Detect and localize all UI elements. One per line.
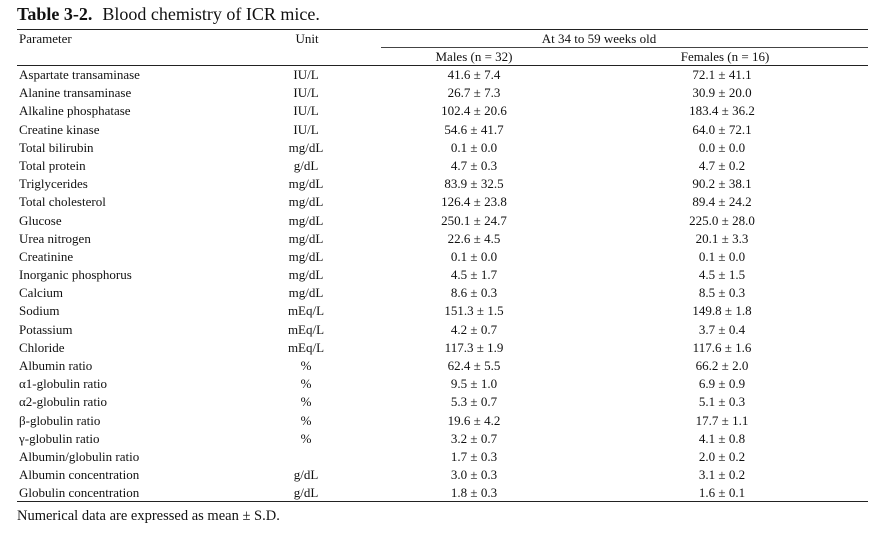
table-body — [0, 66, 886, 503]
table-row — [0, 375, 886, 393]
males-value-cell: 3.0 ± 0.3 — [450, 467, 498, 483]
males-value-cell: 41.6 ± 7.4 — [447, 67, 501, 82]
top-rule — [17, 29, 868, 30]
males-value-cell: 19.6 ± 4.2 — [447, 412, 501, 428]
males-value-cell: 151.3 ± 1.5 — [444, 303, 504, 319]
unit-cell: mg/dL — [288, 285, 324, 301]
unit-cell: g/dL — [293, 485, 319, 501]
females-value-cell: 117.6 ± 1.6 — [692, 339, 752, 355]
females-value-cell: 0.1 ± 0.0 — [698, 248, 746, 264]
females-value-cell: 183.4 ± 36.2 — [689, 103, 755, 119]
table-row — [0, 466, 886, 484]
unit-cell: IU/L — [293, 103, 319, 119]
parameter-cell: Alanine transaminase — [19, 85, 132, 101]
males-value-cell: 26.7 ± 7.3 — [447, 85, 501, 101]
table-row — [0, 266, 886, 284]
group-subrule — [381, 47, 868, 48]
males-value-cell: 0.1 ± 0.0 — [450, 248, 498, 264]
parameter-cell: Calcium — [19, 285, 64, 301]
unit-cell: % — [300, 376, 312, 392]
females-value-cell: 4.5 ± 1.5 — [698, 267, 746, 283]
females-value-cell: 1.6 ± 0.1 — [698, 485, 746, 501]
parameter-cell: Urea nitrogen — [19, 230, 91, 246]
males-value-cell: 22.6 ± 4.5 — [447, 230, 501, 246]
unit-cell: mEq/L — [287, 339, 325, 355]
table-row — [0, 448, 886, 466]
males-value-cell: 250.1 ± 24.7 — [441, 212, 507, 228]
females-value-cell: 30.9 ± 20.0 — [692, 85, 752, 101]
table-row — [0, 393, 886, 411]
table-row — [0, 157, 886, 175]
table-row — [0, 175, 886, 193]
females-value-cell: 72.1 ± 41.1 — [692, 67, 752, 82]
table-row — [0, 84, 886, 102]
table-row — [0, 230, 886, 248]
unit-cell: % — [300, 394, 312, 410]
females-value-cell: 4.1 ± 0.8 — [698, 430, 746, 446]
table-row — [0, 193, 886, 211]
females-value-cell: 6.9 ± 0.9 — [698, 376, 746, 392]
bottom-rule — [17, 501, 868, 502]
header-males: Males (n = 32) — [435, 49, 513, 64]
females-value-cell: 149.8 ± 1.8 — [692, 303, 752, 319]
males-value-cell: 1.7 ± 0.3 — [450, 448, 498, 464]
males-value-cell: 83.9 ± 32.5 — [444, 176, 504, 192]
parameter-cell: Triglycerides — [19, 176, 88, 192]
table-row — [0, 321, 886, 339]
females-value-cell: 20.1 ± 3.3 — [695, 230, 749, 246]
females-value-cell: 64.0 ± 72.1 — [692, 121, 752, 137]
unit-cell: % — [300, 358, 312, 373]
table-row — [0, 121, 886, 139]
unit-cell: mEq/L — [287, 321, 325, 337]
table-row — [0, 212, 886, 230]
females-value-cell: 3.1 ± 0.2 — [698, 467, 746, 483]
table-row — [0, 430, 886, 448]
header-females: Females (n = 16) — [680, 49, 770, 64]
parameter-cell: Chloride — [19, 339, 65, 355]
unit-cell: mEq/L — [287, 303, 325, 319]
males-value-cell: 117.3 ± 1.9 — [444, 339, 504, 355]
females-value-cell: 90.2 ± 38.1 — [692, 176, 752, 192]
parameter-cell: Creatine kinase — [19, 121, 100, 137]
parameter-cell: Inorganic phosphorus — [19, 267, 132, 283]
unit-cell: IU/L — [293, 67, 319, 82]
table-row — [0, 102, 886, 120]
parameter-cell: Total protein — [19, 157, 86, 173]
unit-cell: % — [300, 430, 312, 446]
parameter-cell: Creatinine — [19, 248, 74, 264]
unit-cell: mg/dL — [288, 176, 324, 192]
parameter-cell: Glucose — [19, 212, 62, 228]
parameter-cell: Aspartate transaminase — [19, 67, 140, 82]
males-value-cell: 8.6 ± 0.3 — [450, 285, 498, 301]
females-value-cell: 8.5 ± 0.3 — [698, 285, 746, 301]
unit-cell: mg/dL — [288, 139, 324, 155]
females-value-cell: 66.2 ± 2.0 — [695, 358, 749, 373]
table-row — [0, 302, 886, 320]
table-row — [0, 357, 886, 375]
parameter-cell: Albumin concentration — [19, 467, 140, 483]
males-value-cell: 126.4 ± 23.8 — [441, 194, 507, 210]
males-value-cell: 3.2 ± 0.7 — [450, 430, 498, 446]
males-value-cell: 4.2 ± 0.7 — [450, 321, 498, 337]
parameter-cell: Albumin/globulin ratio — [19, 448, 140, 464]
males-value-cell: 1.8 ± 0.3 — [450, 485, 498, 501]
parameter-cell: γ-globulin ratio — [19, 430, 100, 446]
table-caption — [17, 4, 320, 25]
unit-cell: mg/dL — [288, 267, 324, 283]
header-parameter: Parameter — [19, 31, 72, 46]
unit-cell: mg/dL — [288, 248, 324, 264]
parameter-cell: Albumin ratio — [19, 358, 93, 373]
table-row — [0, 484, 886, 502]
females-value-cell: 3.7 ± 0.4 — [698, 321, 746, 337]
males-value-cell: 4.5 ± 1.7 — [450, 267, 498, 283]
parameter-cell: Alkaline phosphatase — [19, 103, 131, 119]
males-value-cell: 102.4 ± 20.6 — [441, 103, 507, 119]
females-value-cell: 225.0 ± 28.0 — [689, 212, 755, 228]
unit-cell: IU/L — [293, 121, 319, 137]
females-value-cell: 4.7 ± 0.2 — [698, 157, 746, 173]
table-row — [0, 284, 886, 302]
table-row — [0, 66, 886, 84]
males-value-cell: 9.5 ± 1.0 — [450, 376, 498, 392]
table-title: Blood chemistry of ICR mice. — [102, 4, 320, 24]
parameter-cell: β-globulin ratio — [19, 412, 101, 428]
parameter-cell: Sodium — [19, 303, 60, 319]
males-value-cell: 4.7 ± 0.3 — [450, 157, 498, 173]
parameter-cell: α2-globulin ratio — [19, 394, 108, 410]
table-row — [0, 339, 886, 357]
table-number: Table 3-2. — [17, 4, 93, 24]
females-value-cell: 89.4 ± 24.2 — [692, 194, 752, 210]
parameter-cell: Potassium — [19, 321, 73, 337]
unit-cell: g/dL — [293, 157, 319, 173]
unit-cell: IU/L — [293, 85, 319, 101]
males-value-cell: 62.4 ± 5.5 — [447, 358, 501, 373]
unit-cell: g/dL — [293, 467, 319, 483]
females-value-cell: 0.0 ± 0.0 — [698, 139, 746, 155]
table-row — [0, 412, 886, 430]
parameter-cell: α1-globulin ratio — [19, 376, 108, 392]
females-value-cell: 5.1 ± 0.3 — [698, 394, 746, 410]
females-value-cell: 2.0 ± 0.2 — [698, 448, 746, 464]
males-value-cell: 54.6 ± 41.7 — [444, 121, 504, 137]
females-value-cell: 17.7 ± 1.1 — [695, 412, 749, 428]
parameter-cell: Total bilirubin — [19, 139, 94, 155]
males-value-cell: 0.1 ± 0.0 — [450, 139, 498, 155]
unit-cell: mg/dL — [288, 212, 324, 228]
parameter-cell: Total cholesterol — [19, 194, 106, 210]
parameter-cell: Globulin concentration — [19, 485, 140, 501]
unit-cell: % — [300, 412, 312, 428]
unit-cell: mg/dL — [288, 230, 324, 246]
unit-cell: mg/dL — [288, 194, 324, 210]
table-row — [0, 248, 886, 266]
table-row — [0, 139, 886, 157]
table-footnote: Numerical data are expressed as mean ± S.D. — [17, 508, 280, 524]
males-value-cell: 5.3 ± 0.7 — [450, 394, 498, 410]
header-age-group: At 34 to 59 weeks old — [541, 31, 657, 46]
